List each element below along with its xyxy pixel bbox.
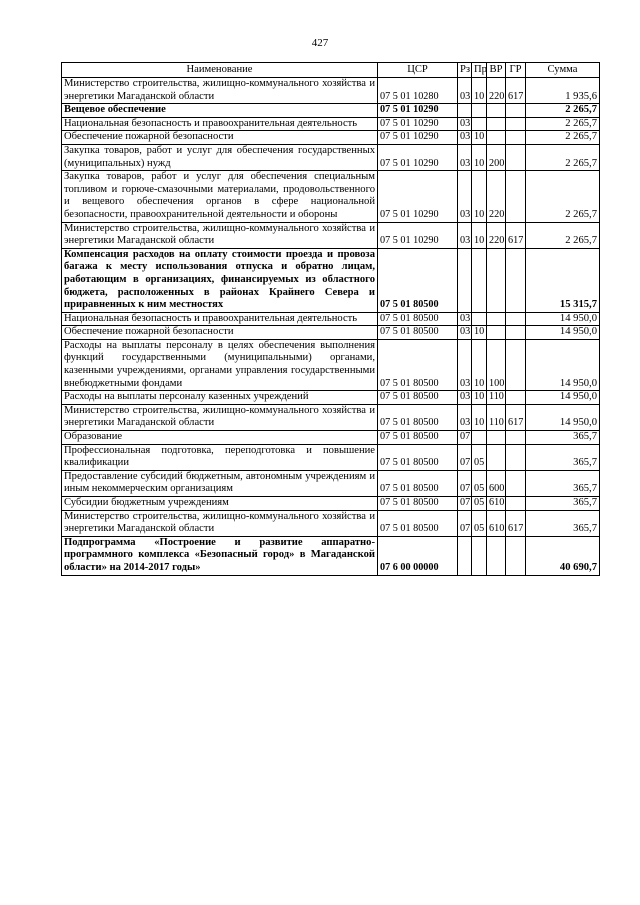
cell-gr <box>506 339 526 390</box>
cell-csr: 07 5 01 80500 <box>378 312 458 326</box>
cell-name: Расходы на выплаты персоналу в целях обеспечения выполнения функций государственными (муниципальными) органами, казенными учреждениями, органами управления государственными внебюджетными фондами <box>62 339 378 390</box>
cell-vr: 600 <box>487 470 506 496</box>
table-row <box>62 222 600 248</box>
table-row <box>62 391 600 405</box>
cell-csr: 07 5 01 10290 <box>378 171 458 222</box>
cell-name: Субсидии бюджетным учреждениям <box>62 497 378 511</box>
cell-rz: 07 <box>458 510 472 536</box>
cell-csr: 07 5 01 80500 <box>378 470 458 496</box>
cell-name: Национальная безопасность и правоохранительная деятельность <box>62 117 378 131</box>
cell-csr: 07 5 01 80500 <box>378 444 458 470</box>
cell-csr: 07 5 01 80500 <box>378 497 458 511</box>
cell-sum: 2 265,7 <box>526 131 600 145</box>
cell-csr: 07 5 01 80500 <box>378 326 458 340</box>
cell-pr: 10 <box>472 171 487 222</box>
cell-gr: 617 <box>506 404 526 430</box>
cell-gr <box>506 117 526 131</box>
table-row <box>62 312 600 326</box>
cell-vr <box>487 117 506 131</box>
cell-gr <box>506 326 526 340</box>
cell-pr: 10 <box>472 131 487 145</box>
cell-vr: 220 <box>487 222 506 248</box>
table-row <box>62 536 600 575</box>
table-body <box>62 78 600 576</box>
cell-sum: 2 265,7 <box>526 171 600 222</box>
header-rz: Рз <box>458 63 472 78</box>
cell-sum: 365,7 <box>526 431 600 445</box>
table-row <box>62 248 600 312</box>
cell-sum: 365,7 <box>526 470 600 496</box>
cell-name: Министерство строительства, жилищно-коммунального хозяйства и энергетики Магаданской области <box>62 404 378 430</box>
cell-vr: 220 <box>487 171 506 222</box>
cell-gr: 617 <box>506 78 526 104</box>
cell-sum: 15 315,7 <box>526 248 600 312</box>
cell-rz: 07 <box>458 444 472 470</box>
cell-sum: 365,7 <box>526 497 600 511</box>
cell-pr <box>472 248 487 312</box>
cell-gr <box>506 144 526 170</box>
cell-vr: 220 <box>487 78 506 104</box>
cell-gr <box>506 431 526 445</box>
cell-rz <box>458 248 472 312</box>
cell-csr: 07 5 01 10290 <box>378 144 458 170</box>
table-row <box>62 444 600 470</box>
cell-gr <box>506 104 526 118</box>
header-csr: ЦСР <box>378 63 458 78</box>
cell-rz: 03 <box>458 404 472 430</box>
table-row <box>62 404 600 430</box>
cell-gr <box>506 248 526 312</box>
budget-table <box>61 62 600 576</box>
cell-rz: 03 <box>458 171 472 222</box>
cell-name: Вещевое обеспечение <box>62 104 378 118</box>
table-row <box>62 339 600 390</box>
cell-sum: 365,7 <box>526 444 600 470</box>
cell-rz <box>458 536 472 575</box>
header-sum: Сумма <box>526 63 600 78</box>
cell-pr <box>472 536 487 575</box>
cell-sum: 2 265,7 <box>526 222 600 248</box>
cell-name: Национальная безопасность и правоохранительная деятельность <box>62 312 378 326</box>
cell-name: Компенсация расходов на оплату стоимости проезда и провоза багажа к месту использования отпуска и обратно лицам, работающим в организациях, финансируемых из областного бюджета, расположенных в районах Крайнего Севера и приравненных к ним местностях <box>62 248 378 312</box>
cell-vr: 100 <box>487 339 506 390</box>
cell-pr <box>472 104 487 118</box>
cell-sum: 40 690,7 <box>526 536 600 575</box>
table-row <box>62 470 600 496</box>
cell-csr: 07 5 01 10290 <box>378 104 458 118</box>
cell-rz: 03 <box>458 131 472 145</box>
cell-rz: 03 <box>458 312 472 326</box>
cell-vr <box>487 326 506 340</box>
header-vr: ВР <box>487 63 506 78</box>
cell-gr <box>506 171 526 222</box>
table-row <box>62 117 600 131</box>
cell-sum: 365,7 <box>526 510 600 536</box>
cell-pr: 10 <box>472 404 487 430</box>
cell-csr: 07 5 01 10290 <box>378 131 458 145</box>
cell-rz: 03 <box>458 391 472 405</box>
cell-vr <box>487 104 506 118</box>
table-row <box>62 510 600 536</box>
cell-pr: 10 <box>472 222 487 248</box>
cell-csr: 07 5 01 80500 <box>378 404 458 430</box>
cell-name: Министерство строительства, жилищно-коммунального хозяйства и энергетики Магаданской области <box>62 510 378 536</box>
cell-vr <box>487 248 506 312</box>
header-name: Наименование <box>62 63 378 78</box>
cell-rz: 03 <box>458 144 472 170</box>
cell-name: Обеспечение пожарной безопасности <box>62 131 378 145</box>
header-pr: Пр <box>472 63 487 78</box>
cell-rz: 07 <box>458 470 472 496</box>
cell-name: Обеспечение пожарной безопасности <box>62 326 378 340</box>
cell-pr: 10 <box>472 78 487 104</box>
cell-sum: 14 950,0 <box>526 326 600 340</box>
cell-sum: 2 265,7 <box>526 144 600 170</box>
cell-gr: 617 <box>506 510 526 536</box>
cell-gr <box>506 536 526 575</box>
cell-pr: 05 <box>472 470 487 496</box>
cell-csr: 07 5 01 80500 <box>378 431 458 445</box>
cell-pr <box>472 117 487 131</box>
cell-rz: 03 <box>458 222 472 248</box>
header-row <box>62 63 600 78</box>
cell-pr: 10 <box>472 339 487 390</box>
table-row <box>62 171 600 222</box>
cell-rz: 07 <box>458 497 472 511</box>
cell-name: Расходы на выплаты персоналу казенных учреждений <box>62 391 378 405</box>
header-gr: ГР <box>506 63 526 78</box>
table-row <box>62 326 600 340</box>
cell-csr: 07 5 01 80500 <box>378 391 458 405</box>
cell-csr: 07 5 01 80500 <box>378 339 458 390</box>
cell-csr: 07 5 01 10290 <box>378 117 458 131</box>
cell-vr: 610 <box>487 510 506 536</box>
cell-gr <box>506 391 526 405</box>
cell-name: Закупка товаров, работ и услуг для обеспечения специальным топливом и горюче-смазочными материалами, продовольственного и вещевого обеспечения органов в сфере национальной безопасности, правоохранительной деятельности и обороны <box>62 171 378 222</box>
cell-name: Образование <box>62 431 378 445</box>
cell-pr: 05 <box>472 497 487 511</box>
table-row <box>62 431 600 445</box>
cell-csr: 07 6 00 00000 <box>378 536 458 575</box>
cell-pr <box>472 431 487 445</box>
cell-rz: 07 <box>458 431 472 445</box>
cell-sum: 14 950,0 <box>526 339 600 390</box>
cell-name: Министерство строительства, жилищно-коммунального хозяйства и энергетики Магаданской области <box>62 78 378 104</box>
cell-sum: 14 950,0 <box>526 404 600 430</box>
table-row <box>62 497 600 511</box>
cell-sum: 14 950,0 <box>526 391 600 405</box>
cell-name: Подпрограмма «Построение и развитие аппаратно-программного комплекса «Безопасный город» в Магаданской области» на 2014-2017 годы» <box>62 536 378 575</box>
table-row <box>62 78 600 104</box>
table-row <box>62 131 600 145</box>
cell-vr: 200 <box>487 144 506 170</box>
cell-name: Профессиональная подготовка, переподготовка и повышение квалификации <box>62 444 378 470</box>
cell-sum: 2 265,7 <box>526 117 600 131</box>
cell-csr: 07 5 01 80500 <box>378 510 458 536</box>
cell-gr <box>506 131 526 145</box>
cell-csr: 07 5 01 80500 <box>378 248 458 312</box>
cell-vr: 110 <box>487 391 506 405</box>
cell-gr <box>506 497 526 511</box>
cell-name: Закупка товаров, работ и услуг для обеспечения государственных (муниципальных) нужд <box>62 144 378 170</box>
cell-pr: 10 <box>472 391 487 405</box>
cell-pr: 05 <box>472 444 487 470</box>
table-row <box>62 104 600 118</box>
cell-csr: 07 5 01 10290 <box>378 222 458 248</box>
cell-rz: 03 <box>458 117 472 131</box>
cell-vr: 110 <box>487 404 506 430</box>
cell-gr: 617 <box>506 222 526 248</box>
cell-rz: 03 <box>458 326 472 340</box>
cell-pr <box>472 312 487 326</box>
cell-sum: 2 265,7 <box>526 104 600 118</box>
cell-pr: 05 <box>472 510 487 536</box>
cell-rz <box>458 104 472 118</box>
cell-vr <box>487 536 506 575</box>
cell-rz: 03 <box>458 339 472 390</box>
cell-vr: 610 <box>487 497 506 511</box>
cell-gr <box>506 312 526 326</box>
cell-gr <box>506 444 526 470</box>
cell-vr <box>487 312 506 326</box>
cell-vr <box>487 431 506 445</box>
cell-name: Предоставление субсидий бюджетным, автономным учреждениям и иным некоммерческим организациям <box>62 470 378 496</box>
cell-csr: 07 5 01 10280 <box>378 78 458 104</box>
cell-vr <box>487 444 506 470</box>
cell-rz: 03 <box>458 78 472 104</box>
cell-pr: 10 <box>472 144 487 170</box>
cell-sum: 14 950,0 <box>526 312 600 326</box>
cell-gr <box>506 470 526 496</box>
cell-name: Министерство строительства, жилищно-коммунального хозяйства и энергетики Магаданской области <box>62 222 378 248</box>
cell-pr: 10 <box>472 326 487 340</box>
cell-sum: 1 935,6 <box>526 78 600 104</box>
table-header <box>62 63 600 78</box>
cell-vr <box>487 131 506 145</box>
page-number: 427 <box>311 37 329 49</box>
table-row <box>62 144 600 170</box>
